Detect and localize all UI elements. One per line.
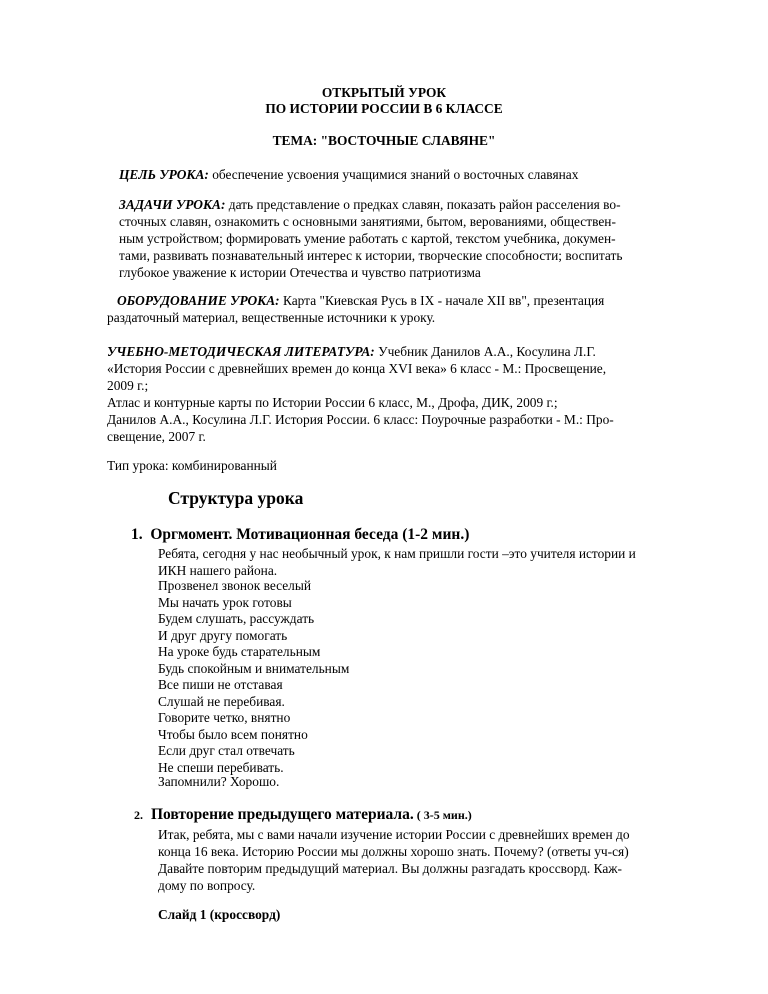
literature-line-1: Учебник Данилов А.А., Косулина Л.Г. [374,344,596,359]
lesson-literature [107,343,713,445]
poem-line: Если друг стал отвечать [158,743,295,758]
section-1-closing: Запомнили? Хорошо. [158,774,280,789]
tasks-label: ЗАДАЧИ УРОКА: [119,197,226,212]
section-2-heading [134,806,472,824]
section-2-title: Повторение предыдущего материала. [151,806,414,823]
literature-line-4: Атлас и контурные карты по Истории России 6 класс, М., Дрофа, ДИК, 2009 г.; [107,395,558,410]
section-2-line-1: Итак, ребята, мы с вами начали изучение истории России с древнейших времен до [158,827,630,842]
literature-label: УЧЕБНО-МЕТОДИЧЕСКАЯ ЛИТЕРАТУРА: [107,344,375,359]
poem-line: Не спеши перебивать. [158,759,284,775]
section-1-title: Оргмомент. Мотивационная беседа (1-2 мин.) [150,526,470,543]
section-1-number: 1. [131,526,143,543]
section-1-intro-line-1: Ребята, сегодня у нас необычный урок, к нам пришли гости –это учителя истории и [158,546,636,561]
goal-label: ЦЕЛЬ УРОКА: [119,167,209,182]
header-line-1: ОТКРЫТЫЙ УРОК [321,85,447,100]
lesson-tasks [119,196,713,281]
literature-line-6: свещение, 2007 г. [107,429,206,444]
goal-text: обеспечение усвоения учащимися знаний о восточных славянах [208,167,579,182]
equipment-line-1: Карта "Киевская Русь в IX - начале XII вв", презентация [279,293,605,308]
header-line-2: ПО ИСТОРИИ РОССИИ В 6 КЛАССЕ [265,101,503,116]
poem-line: На уроке будь старательным [158,644,321,659]
tasks-line-1: дать представление о предках славян, показать район расселения во- [225,197,621,212]
poem-line: Будем слушать, рассуждать [158,611,315,626]
tasks-line-2: сточных славян, ознакомить с основными занятиями, бытом, верованиями, обществен- [119,214,616,229]
section-2-line-2: конца 16 века. Историю России мы должны хорошо знать. Почему? (ответы уч-ся) [158,844,629,859]
section-2-line-3: Давайте повторим предыдущий материал. Вы должны разгадать кроссворд. Каж- [158,861,623,876]
poem-line: Чтобы было всем понятно [158,726,308,742]
section-1-heading [131,526,469,544]
tasks-line-5: глубокое уважение к истории Отечества и чувство патриотизма [119,265,481,280]
equipment-label: ОБОРУДОВАНИЕ УРОКА: [117,293,280,308]
literature-line-3: 2009 г.; [107,378,149,393]
literature-line-2: «История России с древнейших времен до конца XVI века» 6 класс - М.: Просвещение, [107,361,607,376]
poem-line: Все пиши не отставая [158,677,283,692]
tasks-line-3: ным устройством; формировать умение работать с картой, текстом учебника, докумен- [119,231,616,246]
poem-line: Будь спокойным и внимательным [158,660,350,676]
poem-line: Прозвенел звонок веселый [158,578,312,593]
section-2-duration: ( 3-5 мин.) [413,808,472,822]
section-2-number: 2. [134,808,143,822]
literature-line-5: Данилов А.А., Косулина Л.Г. История России. 6 класс: Поурочные разработки - М.: Про- [107,412,614,427]
poem-line: Мы начать урок готовы [158,594,292,610]
poem-line: Слушай не перебивая. [158,693,285,709]
greeting-poem [158,578,349,776]
section-1-intro-line-2: ИКН нашего района. [158,563,278,578]
poem-line: И друг другу помогать [158,627,288,643]
slide-1-label: Слайд 1 (кроссворд) [158,907,281,922]
tasks-line-4: тами, развивать познавательный интерес к истории, творческие способности; воспитать [119,248,623,263]
poem-line: Говорите четко, внятно [158,710,291,725]
structure-heading: Структура урока [168,488,304,508]
section-2-line-4: дому по вопросу. [158,878,256,893]
lesson-equipment [107,292,713,326]
equipment-line-2: раздаточный материал, вещественные источники к уроку. [107,310,436,325]
section-2-body [158,826,713,894]
lesson-type: Тип урока: комбинированный [107,458,277,473]
lesson-goal [119,166,578,183]
lesson-topic: ТЕМА: "ВОСТОЧНЫЕ СЛАВЯНЕ" [272,133,496,148]
